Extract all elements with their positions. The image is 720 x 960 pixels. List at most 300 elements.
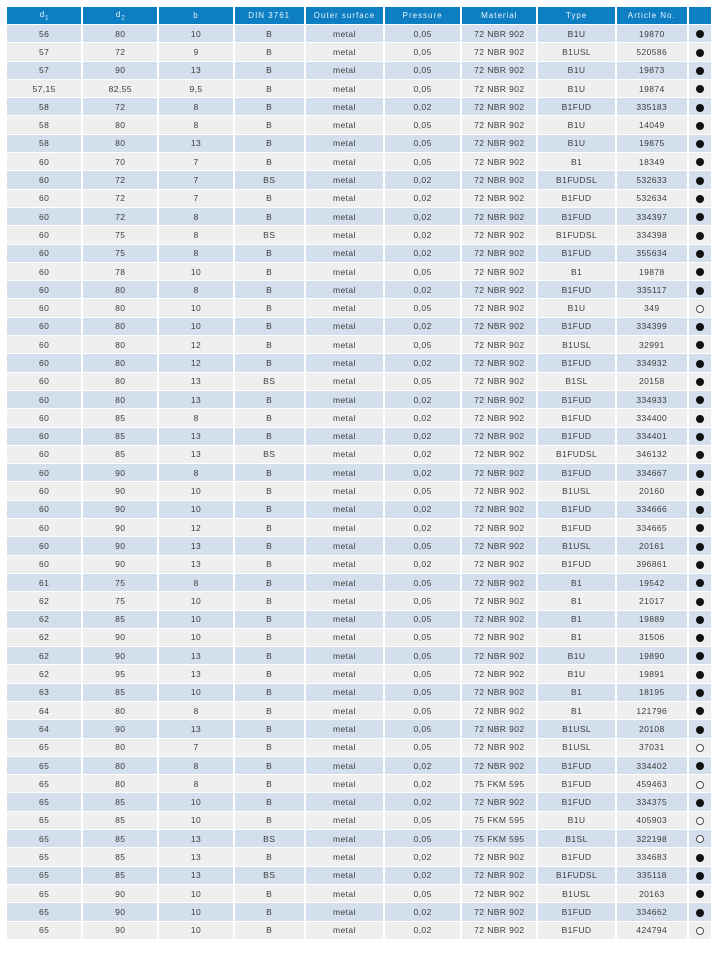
table-cell: B [235,793,304,810]
table-cell: metal [306,245,383,262]
availability-cell [689,793,711,810]
table-cell: 80 [83,757,157,774]
table-cell: B1FUDSL [538,226,614,243]
table-cell: 60 [7,190,81,207]
table-cell: metal [306,830,383,847]
table-cell: 19874 [617,80,687,97]
filled-circle-icon [696,652,704,660]
availability-cell [689,830,711,847]
table-cell: 0,02 [385,848,460,865]
table-cell: 0,02 [385,245,460,262]
table-cell: BS [235,830,304,847]
table-row [7,702,711,719]
table-cell: 72 NBR 902 [462,318,536,335]
table-cell: B1FUD [538,245,614,262]
table-cell: 72 NBR 902 [462,80,536,97]
table-cell: 72 NBR 902 [462,556,536,573]
table-cell: 13 [159,373,232,390]
table-cell: 72 NBR 902 [462,153,536,170]
availability-cell [689,391,711,408]
table-cell: 10 [159,318,232,335]
table-row [7,793,711,810]
table-cell: 85 [83,684,157,701]
table-cell: 0,05 [385,135,460,152]
availability-cell [689,885,711,902]
table-cell: 75 [83,245,157,262]
table-cell: 0,05 [385,482,460,499]
column-header-d1: $d_1$ [7,7,81,24]
filled-circle-icon [696,158,704,166]
table-cell: 72 NBR 902 [462,739,536,756]
table-cell: 0,05 [385,812,460,829]
table-cell: 72 NBR 902 [462,98,536,115]
table-cell: B [235,519,304,536]
table-cell: 13 [159,720,232,737]
table-cell: metal [306,318,383,335]
table-cell: metal [306,519,383,536]
table-cell: 80 [83,354,157,371]
filled-circle-icon [696,232,704,240]
table-cell: 10 [159,812,232,829]
table-cell: metal [306,537,383,554]
table-cell: B1USL [538,739,614,756]
table-row [7,537,711,554]
table-cell: metal [306,812,383,829]
table-row [7,684,711,701]
table-cell: B1USL [538,537,614,554]
table-cell: metal [306,739,383,756]
filled-circle-icon [696,250,704,258]
table-cell: 72 NBR 902 [462,135,536,152]
table-cell: B1FUD [538,775,614,792]
table-cell: B1FUD [538,354,614,371]
table-row [7,592,711,609]
table-cell: 8 [159,208,232,225]
table-cell: 0,02 [385,793,460,810]
column-header-outer-surface: Outer surface [306,7,383,24]
table-cell: 60 [7,318,81,335]
table-cell: 8 [159,574,232,591]
table-cell: B1 [538,153,614,170]
table-cell: B1FUD [538,318,614,335]
table-cell: 80 [83,373,157,390]
table-cell: B [235,885,304,902]
table-cell: 75 [83,226,157,243]
filled-circle-icon [696,415,704,423]
table-cell: 0,05 [385,592,460,609]
filled-circle-icon [696,195,704,203]
table-cell: metal [306,793,383,810]
table-cell: 72 NBR 902 [462,848,536,865]
table-cell: 335117 [617,281,687,298]
table-cell: 13 [159,867,232,884]
table-cell: 72 NBR 902 [462,171,536,188]
filled-circle-icon [696,488,704,496]
table-cell: 72 NBR 902 [462,354,536,371]
table-cell: 90 [83,922,157,939]
table-cell: B [235,299,304,316]
column-header-b: b [159,7,232,24]
table-cell: 334400 [617,409,687,426]
table-cell: 13 [159,62,232,79]
availability-cell [689,574,711,591]
table-cell: 65 [7,812,81,829]
table-cell: 90 [83,537,157,554]
table-cell: 13 [159,446,232,463]
table-row [7,848,711,865]
table-cell: B [235,922,304,939]
table-cell: 72 NBR 902 [462,684,536,701]
table-cell: B [235,428,304,445]
availability-cell [689,702,711,719]
table-cell: 60 [7,153,81,170]
table-cell: 0,02 [385,519,460,536]
table-cell: metal [306,757,383,774]
table-cell: 56 [7,25,81,42]
table-cell: 72 NBR 902 [462,428,536,445]
table-cell: 8 [159,702,232,719]
table-cell: metal [306,611,383,628]
table-cell: 0,02 [385,428,460,445]
filled-circle-icon [696,598,704,606]
column-header-pressure: Pressure [385,7,460,24]
filled-circle-icon [696,213,704,221]
table-row [7,409,711,426]
availability-cell [689,190,711,207]
table-cell: metal [306,702,383,719]
column-header-d2: $d_2$ [83,7,157,24]
table-cell: 90 [83,464,157,481]
table-cell: 65 [7,903,81,920]
table-row [7,354,711,371]
table-cell: 72 NBR 902 [462,574,536,591]
table-cell: B1USL [538,720,614,737]
table-cell: B [235,848,304,865]
table-cell: 72 NBR 902 [462,409,536,426]
table-cell: 19878 [617,263,687,280]
availability-cell [689,446,711,463]
table-cell: 85 [83,409,157,426]
table-cell: metal [306,116,383,133]
availability-cell [689,848,711,865]
table-cell: B [235,775,304,792]
table-cell: 520586 [617,43,687,60]
availability-cell [689,25,711,42]
table-cell: B1FUD [538,409,614,426]
table-cell: 18349 [617,153,687,170]
table-cell: 72 NBR 902 [462,299,536,316]
table-cell: B1FUD [538,922,614,939]
table-cell: 72 NBR 902 [462,391,536,408]
table-cell: 532634 [617,190,687,207]
table-cell: 0,02 [385,281,460,298]
table-cell: 349 [617,299,687,316]
filled-circle-icon [696,140,704,148]
table-cell: B [235,611,304,628]
table-cell: 0,05 [385,299,460,316]
filled-circle-icon [696,470,704,478]
table-cell: 0,05 [385,537,460,554]
table-cell: B1SL [538,830,614,847]
table-cell: 10 [159,629,232,646]
table-cell: 334665 [617,519,687,536]
table-cell: B1FUD [538,464,614,481]
table-cell: 70 [83,153,157,170]
table-cell: 10 [159,922,232,939]
table-cell: metal [306,263,383,280]
availability-cell [689,116,711,133]
table-cell: 72 NBR 902 [462,464,536,481]
table-cell: 0,05 [385,684,460,701]
table-cell: 8 [159,775,232,792]
filled-circle-icon [696,287,704,295]
table-cell: B1FUD [538,208,614,225]
table-cell: metal [306,43,383,60]
table-cell: 13 [159,135,232,152]
table-cell: B [235,208,304,225]
table-cell: 85 [83,812,157,829]
filled-circle-icon [696,30,704,38]
availability-cell [689,592,711,609]
table-cell: 12 [159,336,232,353]
table-cell: 72 NBR 902 [462,702,536,719]
table-cell: metal [306,80,383,97]
table-cell: 60 [7,281,81,298]
filled-circle-icon [696,872,704,880]
table-cell: 62 [7,665,81,682]
table-cell: 60 [7,501,81,518]
table-cell: 8 [159,98,232,115]
table-cell: B1 [538,629,614,646]
table-cell: 0,05 [385,373,460,390]
table-cell: 0,02 [385,98,460,115]
table-cell: 72 NBR 902 [462,116,536,133]
table-cell: 65 [7,757,81,774]
table-cell: 424794 [617,922,687,939]
filled-circle-icon [696,543,704,551]
table-cell: 0,02 [385,556,460,573]
table-cell: 65 [7,848,81,865]
table-cell: 19891 [617,665,687,682]
table-cell: 60 [7,464,81,481]
table-cell: B1U [538,116,614,133]
open-circle-icon [696,817,704,825]
availability-cell [689,80,711,97]
table-cell: 72 NBR 902 [462,373,536,390]
table-cell: 0,02 [385,501,460,518]
table-cell: 37031 [617,739,687,756]
availability-cell [689,318,711,335]
table-cell: B [235,629,304,646]
table-cell: B1FUD [538,281,614,298]
table-cell: 405903 [617,812,687,829]
table-cell: 85 [83,446,157,463]
table-cell: 8 [159,226,232,243]
table-cell: 80 [83,25,157,42]
table-row [7,25,711,42]
table-row [7,171,711,188]
availability-cell [689,647,711,664]
table-cell: 72 NBR 902 [462,757,536,774]
table-cell: metal [306,629,383,646]
table-cell: 72 NBR 902 [462,922,536,939]
table-cell: B [235,281,304,298]
table-cell: B [235,336,304,353]
table-cell: 0,02 [385,318,460,335]
table-cell: 72 NBR 902 [462,226,536,243]
table-cell: B1FUDSL [538,171,614,188]
table-cell: B1FUD [538,98,614,115]
table-cell: 60 [7,391,81,408]
table-cell: 57 [7,62,81,79]
table-row [7,665,711,682]
availability-cell [689,299,711,316]
table-cell: 0,02 [385,409,460,426]
filled-circle-icon [696,177,704,185]
table-cell: metal [306,720,383,737]
table-cell: B [235,263,304,280]
table-cell: 60 [7,428,81,445]
availability-cell [689,208,711,225]
table-cell: metal [306,299,383,316]
table-cell: 20163 [617,885,687,902]
table-cell: 13 [159,830,232,847]
table-row [7,98,711,115]
table-cell: 0,02 [385,757,460,774]
table-cell: metal [306,171,383,188]
table-cell: B1FUD [538,556,614,573]
table-cell: B1FUD [538,848,614,865]
table-cell: B [235,537,304,554]
table-cell: 80 [83,702,157,719]
table-cell: 9 [159,43,232,60]
table-cell: 0,05 [385,80,460,97]
filled-circle-icon [696,707,704,715]
table-cell: B [235,80,304,97]
table-cell: 72 NBR 902 [462,190,536,207]
table-cell: B [235,574,304,591]
table-row [7,464,711,481]
table-cell: 13 [159,391,232,408]
table-cell: 72 NBR 902 [462,25,536,42]
table-cell: 334375 [617,793,687,810]
table-cell: 85 [83,428,157,445]
table-row [7,263,711,280]
table-cell: 60 [7,519,81,536]
table-cell: 10 [159,793,232,810]
table-cell: B [235,354,304,371]
table-cell: 121796 [617,702,687,719]
table-cell: 60 [7,373,81,390]
table-cell: 72 NBR 902 [462,611,536,628]
filled-circle-icon [696,890,704,898]
table-cell: 8 [159,281,232,298]
table-cell: 80 [83,391,157,408]
table-cell: 60 [7,336,81,353]
table-cell: metal [306,867,383,884]
filled-circle-icon [696,762,704,770]
table-cell: 8 [159,116,232,133]
table-cell: B1 [538,684,614,701]
availability-cell [689,354,711,371]
table-header [7,7,711,24]
filled-circle-icon [696,726,704,734]
table-cell: 32991 [617,336,687,353]
table-cell: metal [306,885,383,902]
availability-cell [689,556,711,573]
table-cell: metal [306,62,383,79]
table-cell: 7 [159,171,232,188]
table-cell: 334397 [617,208,687,225]
table-cell: B [235,25,304,42]
table-cell: B [235,702,304,719]
table-row [7,885,711,902]
table-cell: 65 [7,793,81,810]
table-cell: B1FUD [538,190,614,207]
table-cell: 20161 [617,537,687,554]
table-row [7,720,711,737]
filled-circle-icon [696,49,704,57]
table-cell: 0,02 [385,775,460,792]
table-cell: 95 [83,665,157,682]
availability-cell [689,867,711,884]
table-cell: 0,02 [385,903,460,920]
table-cell: metal [306,848,383,865]
table-cell: 72 NBR 902 [462,885,536,902]
table-cell: metal [306,281,383,298]
table-cell: 80 [83,739,157,756]
availability-cell [689,226,711,243]
table-cell: 60 [7,446,81,463]
availability-cell [689,629,711,646]
table-cell: 0,05 [385,263,460,280]
table-cell: B [235,62,304,79]
table-cell: B1SL [538,373,614,390]
table-cell: 61 [7,574,81,591]
table-cell: 10 [159,903,232,920]
table-cell: 65 [7,922,81,939]
table-header-row [7,7,711,24]
table-cell: B [235,245,304,262]
table-cell: 75 [83,574,157,591]
table-cell: 19870 [617,25,687,42]
table-cell: metal [306,556,383,573]
table-cell: 60 [7,409,81,426]
table-cell: 19890 [617,647,687,664]
table-cell: 90 [83,647,157,664]
availability-cell [689,373,711,390]
table-cell: 72 [83,208,157,225]
availability-cell [689,464,711,481]
table-cell: 0,05 [385,702,460,719]
availability-cell [689,519,711,536]
table-cell: metal [306,446,383,463]
open-circle-icon [696,835,704,843]
table-cell: 334399 [617,318,687,335]
table-cell: 355634 [617,245,687,262]
availability-cell [689,135,711,152]
table-cell: 80 [83,116,157,133]
table-row [7,428,711,445]
table-cell: 396861 [617,556,687,573]
table-cell: B1U [538,135,614,152]
table-cell: 58 [7,135,81,152]
filled-circle-icon [696,433,704,441]
table-cell: 72 NBR 902 [462,647,536,664]
table-cell: 334662 [617,903,687,920]
table-cell: 72 NBR 902 [462,793,536,810]
table-row [7,903,711,920]
